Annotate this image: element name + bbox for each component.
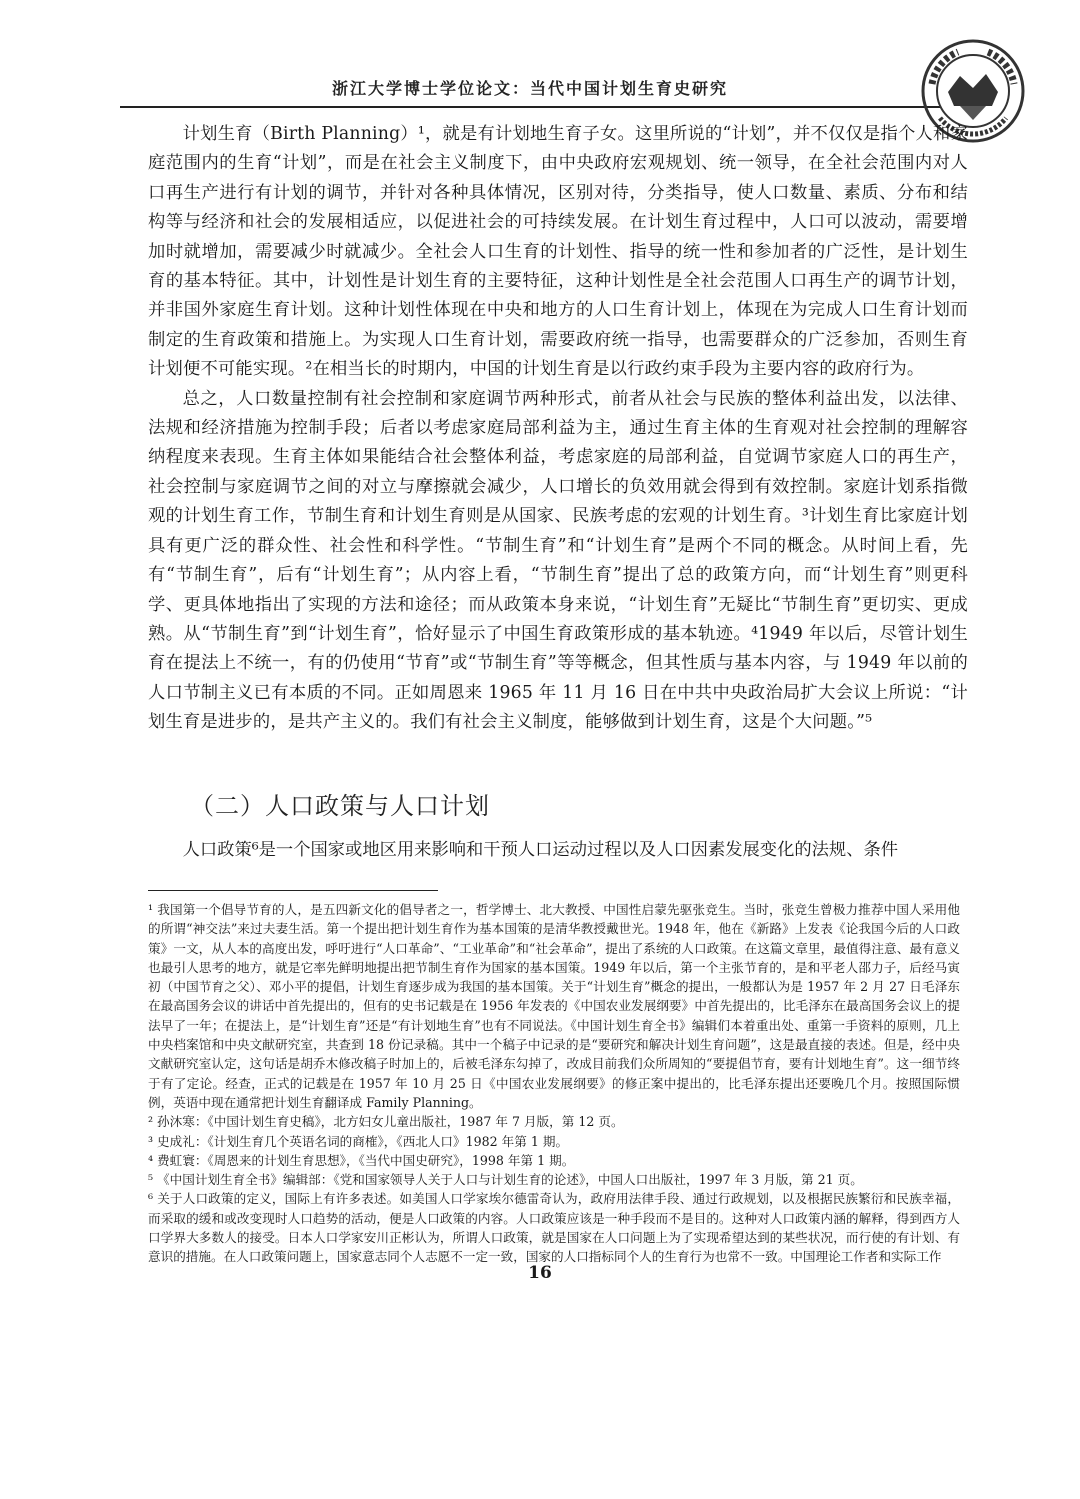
paragraph-2: 总之，人口数量控制有社会控制和家庭调节两种形式，前者从社会与民族的整体利益出发，以法律、法规和经济措施为控制手段；后者以考虑家庭局部利益为主，通过生育主体的生育观对社会控制的理解容纳程度来表现。生育主体如果能结合社会整体利益，考虑家庭的局部利益，自觉调节家庭人口的再生产，社会控制与家庭调节之间的对立与摩擦就会减少，人口增长的负效用就会得到有效控制。家庭计划系指微观的计划生育工作，节制生育和计划生育则是从国家、民族考虑的宏观的计划生育。³计划生育比家庭计划具有更广泛的群众性、社会性和科学性。“节制生育”和“计划生育”是两个不同的概念。从时间上看，先有“节制生育”，后有“计划生育”；从内容上看，“节制生育”提出了总的政策方向，而“计划生育”则更科学、更具体地指出了实现的方法和途径；而从政策本身来说，“计划生育”无疑比“节制生育”更切实、更成熟。从“节制生育”到“计划生育”，恰好显示了中国生育政策形成的基本轨迹。⁴1949 年以后，尽管计划生育在提法上不统一，有的仍使用“节育”或“节制生育”等等概念，但其性质与基本内容，与 1949 年以前的人口节制主义已有本质的不同。正如周恩来 1965 年 11 月 16 日在中共中央政治局扩大会议上所说：“计划生育是进步的，是共产主义的。我们有社会主义制度，能够做到计划生育，这是个大问题。”⁵ bbox=[148, 388, 968, 733]
section-body bbox=[148, 836, 968, 865]
footnote-2: ² 孙沐寒：《中国计划生育史稿》，北方妇女儿童出版社，1987 年 7 月版，第 12 页。 bbox=[148, 1114, 624, 1130]
footnote-3: ³ 史成礼：《计划生育几个英语名词的商榷》，《西北人口》1982 年第 1 期。 bbox=[148, 1133, 569, 1149]
section-first-line: 人口政策⁶是一个国家或地区用来影响和干预人口运动过程以及人口因素发展变化的法规、条件 bbox=[182, 840, 899, 860]
footnote-1: ¹ 我国第一个倡导节育的人，是五四新文化的倡导者之一，哲学博士、北大教授、中国性启蒙先驱张竞生。当时，张竞生曾极力推荐中国人采用他的所谓“神交法”来过夫妻生活。第一个提出把计划生育作为基本国策的是清华教授戴世光。1948 年，他在《新路》上发表《论我国今后的人口政策》一文，从人本的高度出发，呼吁进行“人口革命”、“工业革命”和“社会革命”，提出了系统的人口政策。在这篇文章里，最值得注意、最有意义也最引人思考的地方，就是它率先鲜明地提出把节制生育作为国家的基本国策。1949 年以后，第一个主张节育的，是和平老人邵力子，后经马寅初（中国节育之父）、邓小平的提倡，计划生育逐步成为我国的基本国策。关于“计划生育”概念的提出，一般都认为是 1957 年 2 月 27 日毛泽东在最高国务会议的讲话中首先提出的，但有的史书记载是在 1956 年发表的《中国农业发展纲要》中首先提出的，比毛泽东在最高国务会议上的提法早了一年；在提法上，是“计划生育”还是“有计划地生育”也有不同说法。《中国计划生育全书》编辑们本着重出处、重第一手资料的原则，几上中央档案馆和中央文献研究室，共查到 18 份记录稿。其中一个稿子中记录的是“要研究和解决计划生育问题”，这是最直接的表述。但是，经中央文献研究室认定，这句话是胡乔木修改稿子时加上的，后被毛泽东勾掉了，改成目前我们众所周知的“要提倡节育，要有计划地生育”。这一细节终于有了定论。经查，正式的记载是在 1957 年 10 月 25 日《中国农业发展纲要》的修正案中提出的，比毛泽东提出还要晚几个月。按照国际惯例，英语中现在通常把计划生育翻译成 Family Planning。 bbox=[148, 902, 960, 1110]
footnote-6: ⁶ 关于人口政策的定义，国际上有许多表述。如美国人口学家埃尔德雷奇认为，政府用法律手段、通过行政规划，以及根据民族繁衍和民族幸福，而采取的缓和或改变现时人口趋势的活动，便是人口政策的内容。人口政策应该是一种手段而不是目的。这种对人口政策内涵的解释，得到西方人口学界大多数人的接受。日本人口学家安川正彬认为，所谓人口政策，就是国家在人口问题上为了实现希望达到的某些状况，而行使的有计划、有意识的措施。在人口政策问题上，国家意志同个人志愿不一定一致，国家的人口指标同个人的生育行为也常不一致。中国理论工作者和实际工作 bbox=[148, 1191, 960, 1265]
footnotes bbox=[148, 900, 960, 1267]
footnote-divider bbox=[148, 890, 438, 891]
paragraph-1: 计划生育（Birth Planning）¹，就是有计划地生育子女。这里所说的“计划”，并不仅仅是指个人和家庭范围内的生育“计划”，而是在社会主义制度下，由中央政府宏观规划、统一领导，在全社会范围内对人口再生产进行有计划的调节，并针对各种具体情况，区别对待，分类指导，使人口数量、素质、分布和结构等与经济和社会的发展相适应，以促进社会的可持续发展。在计划生育过程中，人口可以波动，需要增加时就增加，需要减少时就减少。全社会人口生育的计划性、指导的统一性和参加者的广泛性，是计划生育的基本特征。其中，计划性是计划生育的主要特征，这种计划性是全社会范围人口再生产的调节计划，并非国外家庭生育计划。这种计划性体现在中央和地方的人口生育计划上，体现在为完成人口生育计划而制定的生育政策和措施上。为实现人口生育计划，需要政府统一指导，也需要群众的广泛参加，否则生育计划便不可能实现。²在相当长的时期内，中国的计划生育是以行政约束手段为主要内容的政府行为。 bbox=[148, 124, 968, 380]
footnote-4: ⁴ 费虹寰：《周恩来的计划生育思想》，《当代中国史研究》，1998 年第 1 期。 bbox=[148, 1152, 575, 1168]
running-header bbox=[120, 70, 940, 108]
header-title: 浙江大学博士学位论文：当代中国计划生育史研究 bbox=[331, 79, 728, 98]
footnote-5: ⁵ 《中国计划生育全书》编辑部：《党和国家领导人关于人口与计划生育的论述》，中国人口出版社，1997 年 3 月版，第 21 页。 bbox=[148, 1172, 863, 1188]
section-title: （二）人口政策与人口计划 bbox=[190, 792, 490, 820]
page-number: 16 bbox=[528, 1263, 552, 1283]
main-body bbox=[148, 120, 968, 738]
